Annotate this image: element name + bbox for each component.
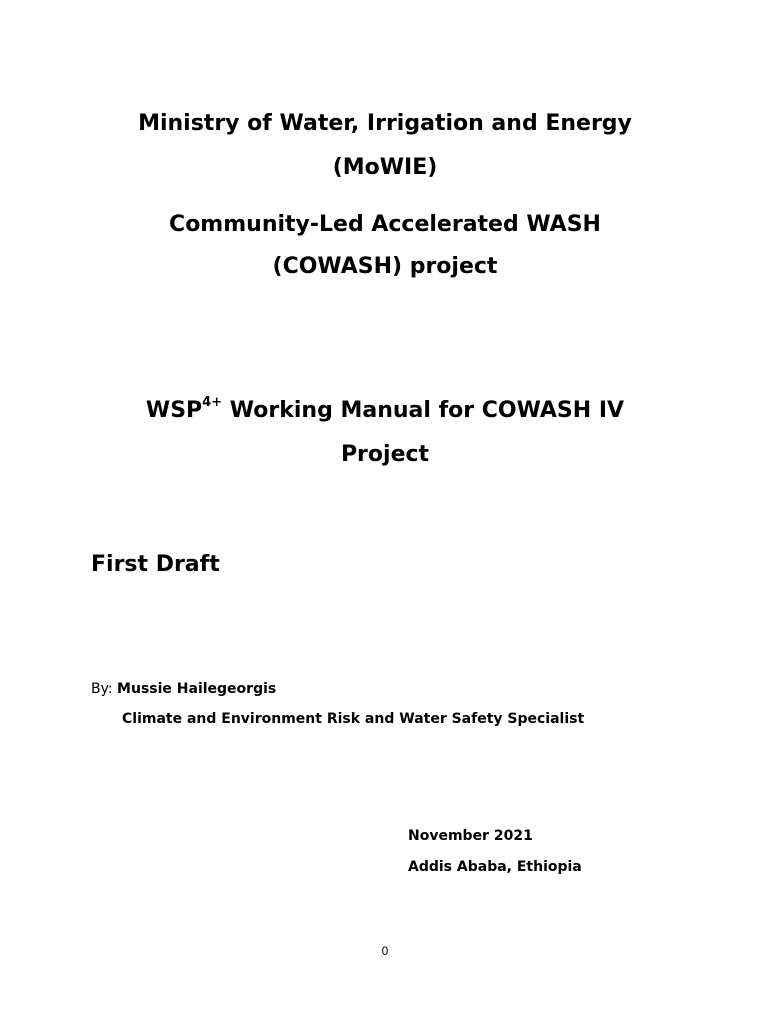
manual-title-line-1	[0, 394, 770, 425]
manual-title-line-2: Project	[340, 442, 430, 467]
document-location: Addis Ababa, Ethiopia	[408, 859, 582, 875]
ministry-title-line-1: Ministry of Water, Irrigation and Energy	[138, 111, 632, 136]
manual-title-rest: Working Manual for COWASH IV	[222, 398, 625, 423]
author-label: By:	[91, 681, 113, 697]
ministry-title-line-2: (MoWIE)	[332, 155, 438, 180]
page-number: 0	[381, 944, 389, 958]
document-date: November 2021	[408, 828, 533, 844]
manual-title-superscript: 4+	[202, 394, 223, 410]
manual-title-prefix: WSP	[145, 398, 203, 423]
author-role: Climate and Environment Risk and Water Safety Specialist	[122, 711, 585, 727]
draft-label: First Draft	[91, 552, 220, 577]
project-title-line-2: (COWASH) project	[272, 254, 498, 279]
project-title-line-1: Community-Led Accelerated WASH	[169, 212, 601, 237]
author-name: Mussie Hailegeorgis	[117, 681, 277, 697]
author-line	[91, 679, 276, 699]
